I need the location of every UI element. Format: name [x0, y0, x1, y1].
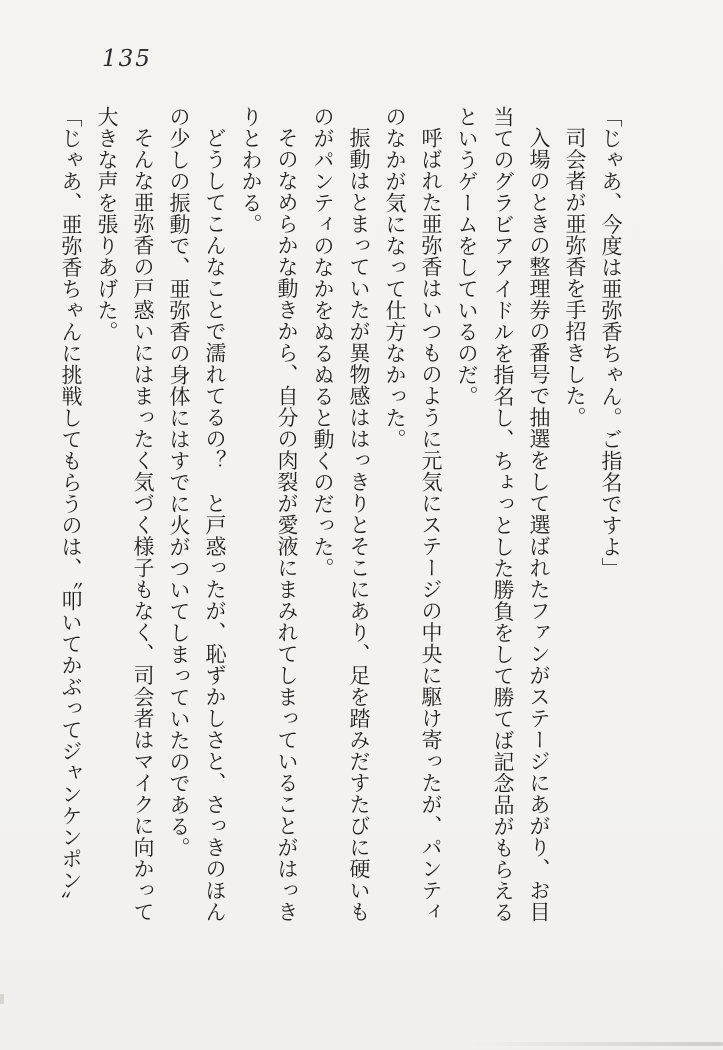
scan-shadow-bottom: [468, 1042, 723, 1046]
paragraph: 振動はとまっていたが異物感ははっきりとそこにあり、足を踏みだすたびに硬いものがパンティのなかをぬるぬると動くのだった。: [311, 106, 371, 923]
paragraph-dialogue-open: 「じゃあ、今度は亜弥香ちゃん。ご指名ですよ」: [599, 106, 623, 579]
paragraph: そのなめらかな動きから、自分の肉裂が愛液にまみれてしまっていることがはっきりとわかる。: [239, 106, 299, 923]
paragraph: どうしてこんなことで濡れてるの？ と戸惑ったが、恥ずかしさと、さっきのほんの少しの振動で、亜弥香の身体にはすでに火がついてしまっていたのである。: [167, 106, 227, 923]
body-text: [53, 106, 629, 934]
page-number: 135: [102, 46, 152, 72]
scan-artifact-left: [0, 994, 4, 1004]
paragraph: 入場のときの整理券の番号で抽選をして選ばれたファンがステージにあがり、お目当てのグラビアアイドルを指名し、ちょっとした勝負をして勝てば記念品がもらえるというゲームをしているのだ。: [455, 106, 551, 923]
paragraph-dialogue-close: 「じゃあ、亜弥香ちゃんに挑戦してもらうのは、〝叩いてかぶってジャンケンポン〟: [59, 106, 83, 913]
paragraph: 司会者が亜弥香を手招きした。: [563, 127, 587, 428]
paragraph: そんな亜弥香の戸惑いにはまったく気づく様子もなく、司会者はマイクに向かって大きな声を張りあげた。: [95, 106, 155, 923]
paragraph: 呼ばれた亜弥香はいつものように元気にステージの中央に駆け寄ったが、パンティのなかが気になって仕方なかった。: [383, 106, 443, 923]
